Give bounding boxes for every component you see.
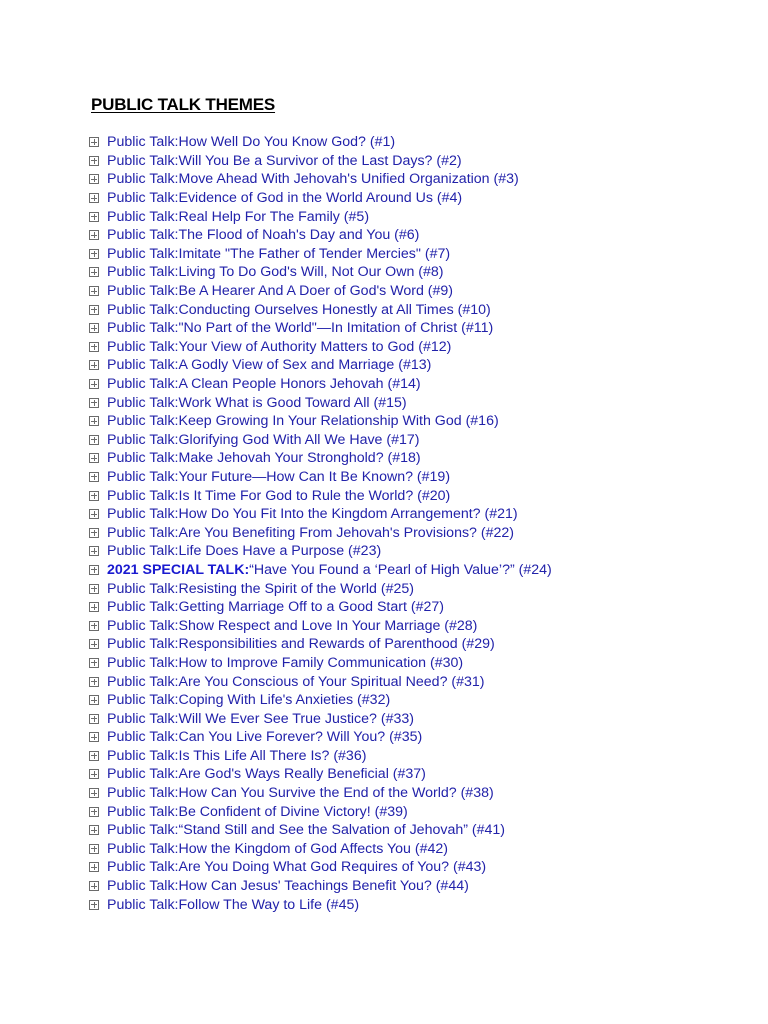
talk-title-link[interactable]: How Well Do You Know God? (#1) [178,134,396,151]
talk-list-item[interactable] [89,207,552,226]
expand-plus-icon[interactable] [89,881,99,891]
talk-title-link[interactable]: Resisting the Spirit of the World (#25) [178,580,415,597]
talk-list-item[interactable] [89,635,552,654]
expand-plus-icon[interactable] [89,528,99,538]
talk-list-item[interactable] [89,338,552,357]
talk-list-item[interactable] [89,691,552,710]
talk-title-link[interactable]: Be Confident of Divine Victory! (#39) [178,803,408,820]
talk-title-link[interactable]: Follow The Way to Life (#45) [178,896,360,913]
expand-plus-icon[interactable] [89,435,99,445]
talk-list-item[interactable] [89,747,552,766]
talk-title-link[interactable]: "No Part of the World"—In Imitation of Christ (#11) [178,320,494,337]
expand-plus-icon[interactable] [89,472,99,482]
expand-plus-icon[interactable] [89,174,99,184]
talk-list [89,133,552,914]
expand-plus-icon[interactable] [89,807,99,817]
talk-list-item[interactable] [89,616,552,635]
talk-prefix: Public Talk: [107,822,179,839]
expand-plus-icon[interactable] [89,546,99,556]
expand-plus-icon[interactable] [89,193,99,203]
talk-prefix: Public Talk: [107,227,179,244]
talk-prefix: Public Talk: [107,506,179,523]
expand-plus-icon[interactable] [89,751,99,761]
talk-prefix: Public Talk: [107,766,179,783]
talk-prefix: Public Talk: [107,134,179,151]
talk-title-link[interactable]: Are You Conscious of Your Spiritual Need? (#31) [178,673,485,690]
talk-title-link[interactable]: How Can Jesus' Teachings Benefit You? (#44) [178,878,469,895]
talk-list-item[interactable] [89,579,552,598]
talk-list-item[interactable] [89,356,552,375]
talk-title-link[interactable]: Will You Be a Survivor of the Last Days? (#2) [178,152,462,169]
talk-prefix: Public Talk: [107,878,179,895]
talk-prefix: Public Talk: [107,301,179,318]
expand-plus-icon[interactable] [89,416,99,426]
talk-list-item[interactable] [89,709,552,728]
expand-plus-icon[interactable] [89,844,99,854]
talk-prefix: Public Talk: [107,338,179,355]
talk-prefix: Public Talk: [107,171,179,188]
expand-plus-icon[interactable] [89,825,99,835]
talk-title-link[interactable]: How Do You Fit Into the Kingdom Arrangement? (#21) [178,506,518,523]
expand-plus-icon[interactable] [89,732,99,742]
talk-prefix: Public Talk: [107,636,179,653]
talk-prefix: Public Talk: [107,283,179,300]
talk-prefix: Public Talk: [107,245,179,262]
special-talk-label: 2021 SPECIAL TALK: [107,561,250,578]
talk-title-link[interactable]: Make Jehovah Your Stronghold? (#18) [178,450,421,467]
talk-title-link[interactable]: Evidence of God in the World Around Us (#4) [178,190,463,207]
talk-list-item[interactable] [89,877,552,896]
talk-prefix: Public Talk: [107,599,179,616]
talk-list-item[interactable] [89,821,552,840]
talk-prefix: Public Talk: [107,450,179,467]
talk-list-item[interactable] [89,672,552,691]
talk-title-link[interactable]: Are You Doing What God Requires of You? (#43) [178,859,487,876]
expand-plus-icon[interactable] [89,212,99,222]
talk-title-link[interactable]: Real Help For The Family (#5) [178,208,370,225]
expand-plus-icon[interactable] [89,714,99,724]
talk-title-link[interactable]: “Stand Still and See the Salvation of Jehovah” (#41) [178,822,506,839]
talk-prefix: Public Talk: [107,487,179,504]
talk-prefix: Public Talk: [107,710,179,727]
talk-title-link[interactable]: Are God's Ways Really Beneficial (#37) [178,766,426,783]
talk-prefix: Public Talk: [107,692,179,709]
expand-plus-icon[interactable] [89,267,99,277]
talk-list-item[interactable] [89,170,552,189]
talk-prefix: Public Talk: [107,580,179,597]
expand-plus-icon[interactable] [89,621,99,631]
talk-list-item[interactable] [89,523,552,542]
expand-plus-icon[interactable] [89,658,99,668]
talk-list-item[interactable] [89,152,552,171]
page-title: PUBLIC TALK THEMES [91,95,276,114]
talk-title-link[interactable]: Your Future—How Can It Be Known? (#19) [178,468,451,485]
talk-title-link[interactable]: Coping With Life's Anxieties (#32) [178,692,391,709]
talk-prefix: Public Talk: [107,543,179,560]
expand-plus-icon[interactable] [89,453,99,463]
expand-plus-icon[interactable] [89,900,99,910]
expand-plus-icon[interactable] [89,360,99,370]
talk-prefix: Public Talk: [107,840,179,857]
talk-prefix: Public Talk: [107,264,179,281]
talk-title-link[interactable]: A Clean People Honors Jehovah (#14) [178,376,421,393]
talk-list-item[interactable] [89,784,552,803]
talk-title-link[interactable]: Show Respect and Love In Your Marriage (#28) [178,617,478,634]
talk-title-link[interactable]: How to Improve Family Communication (#30) [178,654,464,671]
talk-title-link[interactable]: Work What is Good Toward All (#15) [178,394,407,411]
talk-title-link[interactable]: Your View of Authority Matters to God (#12) [178,338,452,355]
talk-title-link[interactable]: Are You Benefiting From Jehovah's Provisions? (#22) [178,524,515,541]
talk-title-link[interactable]: Life Does Have a Purpose (#23) [178,543,382,560]
talk-prefix: Public Talk: [107,673,179,690]
talk-list-item[interactable] [89,245,552,264]
talk-list-item[interactable] [89,449,552,468]
expand-plus-icon[interactable] [89,769,99,779]
expand-plus-icon[interactable] [89,249,99,259]
talk-list-item[interactable] [89,840,552,859]
talk-prefix: Public Talk: [107,357,179,374]
talk-list-item[interactable] [89,895,552,914]
talk-title-link[interactable]: How the Kingdom of God Affects You (#42) [178,840,448,857]
talk-list-item[interactable] [89,133,552,152]
talk-list-item[interactable] [89,282,552,301]
talk-prefix: Public Talk: [107,190,179,207]
expand-plus-icon[interactable] [89,342,99,352]
talk-prefix: Public Talk: [107,654,179,671]
talk-prefix: Public Talk: [107,785,179,802]
talk-list-item[interactable] [89,598,552,617]
talk-list-item[interactable] [89,263,552,282]
talk-list-item[interactable] [89,375,552,394]
talk-list-item[interactable] [89,765,552,784]
expand-plus-icon[interactable] [89,639,99,649]
talk-prefix: Public Talk: [107,413,179,430]
talk-title-link[interactable]: The Flood of Noah's Day and You (#6) [178,227,420,244]
expand-plus-icon[interactable] [89,677,99,687]
talk-prefix: Public Talk: [107,747,179,764]
talk-title-link[interactable]: Imitate "The Father of Tender Mercies" (#7) [178,245,451,262]
talk-list-item[interactable] [89,728,552,747]
talk-list-item[interactable] [89,319,552,338]
talk-prefix: Public Talk: [107,896,179,913]
expand-plus-icon[interactable] [89,602,99,612]
talk-list-item[interactable] [89,189,552,208]
talk-prefix: Public Talk: [107,208,179,225]
expand-plus-icon[interactable] [89,695,99,705]
talk-title-link[interactable]: Getting Marriage Off to a Good Start (#27) [178,599,444,616]
talk-prefix: Public Talk: [107,468,179,485]
expand-plus-icon[interactable] [89,286,99,296]
talk-title-link[interactable]: “Have You Found a ‘Pearl of High Value’?” (#24) [249,561,552,578]
talk-prefix: Public Talk: [107,431,179,448]
expand-plus-icon[interactable] [89,137,99,147]
talk-prefix: Public Talk: [107,524,179,541]
talk-list-item[interactable] [89,858,552,877]
talk-list-item[interactable] [89,226,552,245]
expand-plus-icon[interactable] [89,788,99,798]
expand-plus-icon[interactable] [89,323,99,333]
expand-plus-icon[interactable] [89,398,99,408]
talk-title-link[interactable]: Responsibilities and Rewards of Parenthood (#29) [178,636,495,653]
talk-list-item[interactable] [89,412,552,431]
talk-prefix: Public Talk: [107,803,179,820]
expand-plus-icon[interactable] [89,379,99,389]
talk-title-link[interactable]: A Godly View of Sex and Marriage (#13) [178,357,432,374]
talk-list-item[interactable] [89,542,552,561]
talk-list-item[interactable] [89,468,552,487]
talk-title-link[interactable]: Will We Ever See True Justice? (#33) [178,710,414,727]
talk-prefix: Public Talk: [107,617,179,634]
expand-plus-icon[interactable] [89,509,99,519]
talk-list-item[interactable] [89,654,552,673]
talk-prefix: Public Talk: [107,394,179,411]
talk-title-link[interactable]: Keep Growing In Your Relationship With God (#16) [178,413,499,430]
talk-list-item[interactable] [89,802,552,821]
talk-prefix: Public Talk: [107,320,179,337]
talk-prefix: Public Talk: [107,152,179,169]
expand-plus-icon[interactable] [89,862,99,872]
expand-plus-icon[interactable] [89,230,99,240]
talk-title-link[interactable]: Glorifying God With All We Have (#17) [178,431,420,448]
talk-list-item[interactable] [89,393,552,412]
expand-plus-icon[interactable] [89,565,99,575]
talk-list-item[interactable] [89,300,552,319]
talk-list-item[interactable] [89,486,552,505]
expand-plus-icon[interactable] [89,156,99,166]
expand-plus-icon[interactable] [89,491,99,501]
talk-title-link[interactable]: Conducting Ourselves Honestly at All Times (#10) [178,301,491,318]
talk-title-link[interactable]: How Can You Survive the End of the World? (#38) [178,785,494,802]
talk-title-link[interactable]: Be A Hearer And A Doer of God's Word (#9) [178,283,454,300]
expand-plus-icon[interactable] [89,584,99,594]
talk-list-item[interactable] [89,431,552,450]
talk-prefix: Public Talk: [107,376,179,393]
expand-plus-icon[interactable] [89,305,99,315]
talk-title-link[interactable]: Is This Life All There Is? (#36) [178,747,367,764]
talk-title-link[interactable]: Can You Live Forever? Will You? (#35) [178,729,423,746]
talk-title-link[interactable]: Move Ahead With Jehovah's Unified Organization (#3) [178,171,519,188]
talk-list-item[interactable] [89,505,552,524]
talk-title-link[interactable]: Living To Do God's Will, Not Our Own (#8) [178,264,444,281]
talk-title-link[interactable]: Is It Time For God to Rule the World? (#20) [178,487,451,504]
special-talk-item[interactable] [89,561,552,580]
talk-prefix: Public Talk: [107,729,179,746]
talk-prefix: Public Talk: [107,859,179,876]
